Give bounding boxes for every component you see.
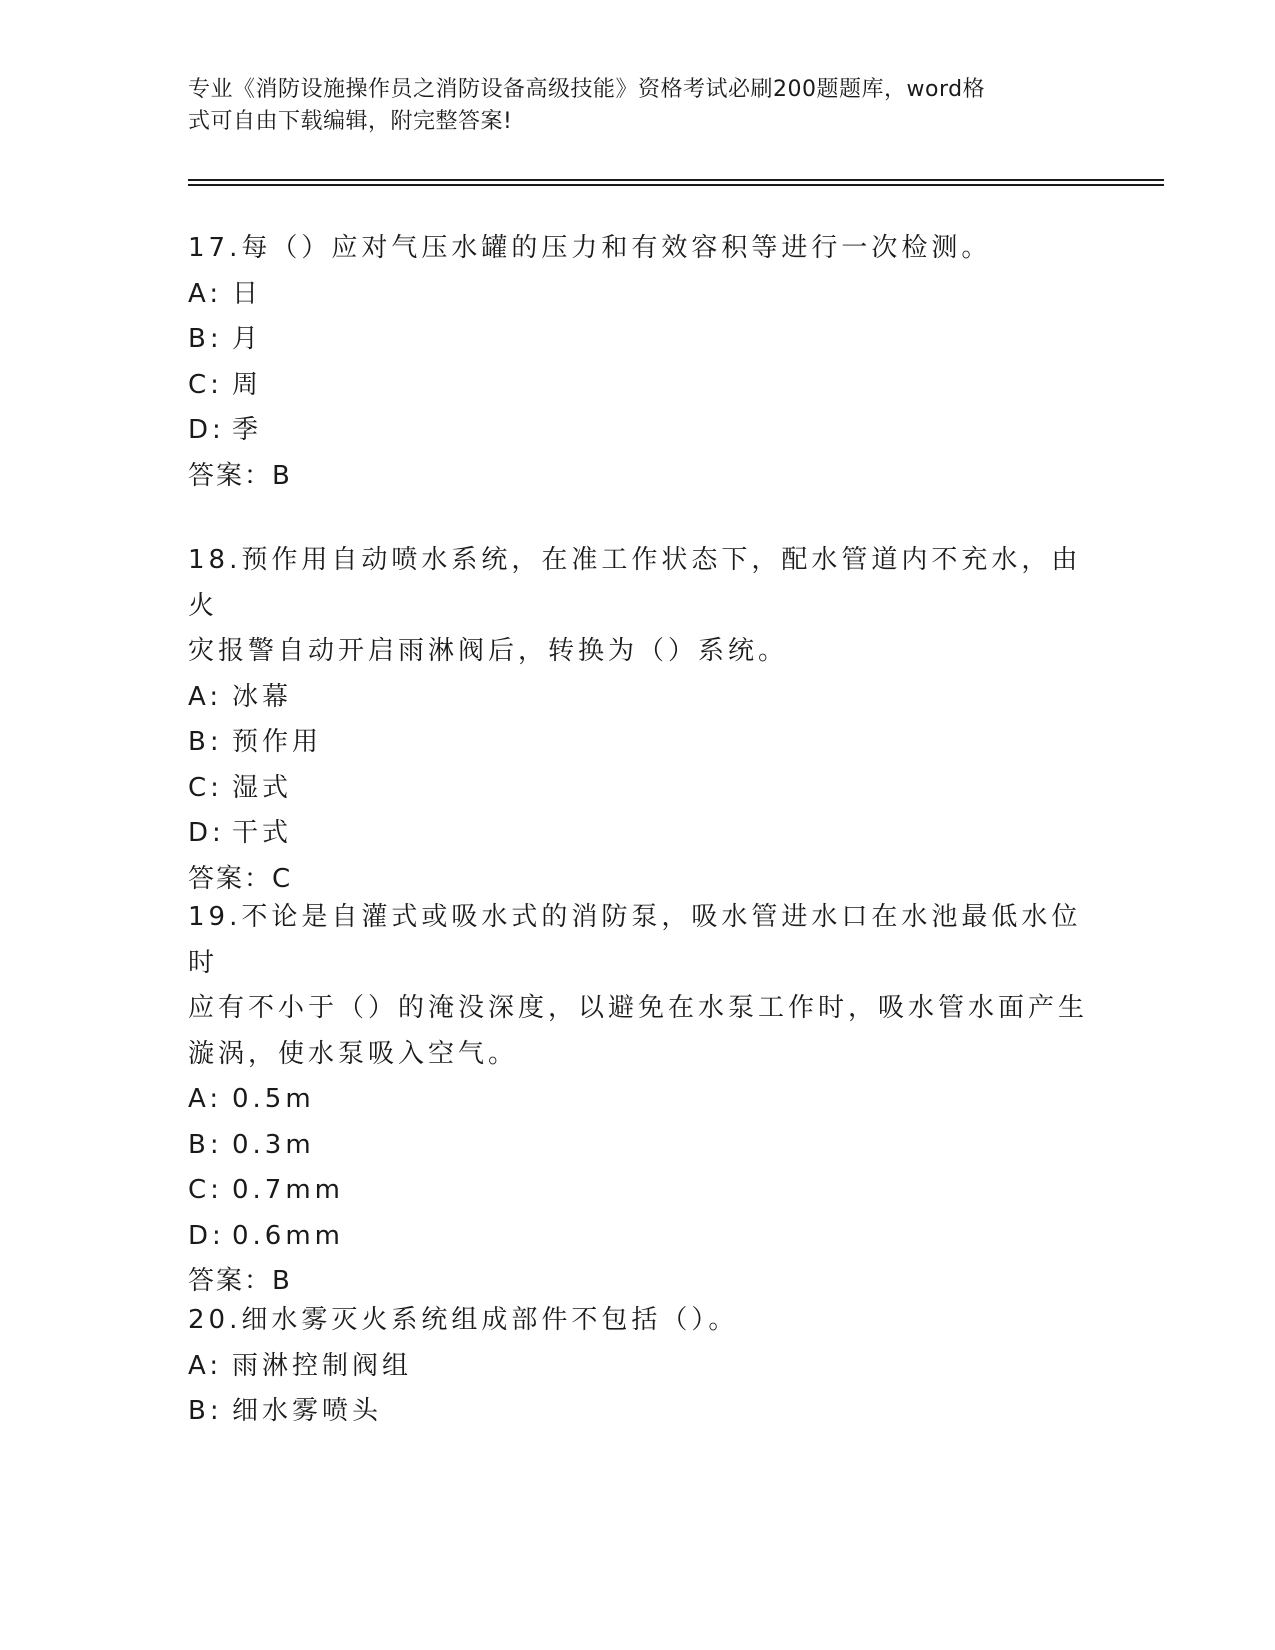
question-18 xyxy=(188,538,1088,902)
question-text-line: 应有不小于（）的淹没深度，以避免在水泵工作时，吸水管水面产生 xyxy=(188,993,1089,1023)
question-19 xyxy=(188,895,1088,1305)
option-d xyxy=(188,811,1088,857)
option-text: 日 xyxy=(232,278,263,309)
option-d xyxy=(188,1214,1088,1260)
question-text-line: 18.预作用自动喷水系统，在准工作状态下，配水管道内不充水，由火 xyxy=(188,545,1082,621)
option-key: C: xyxy=(188,772,223,803)
option-text: 细水雾喷头 xyxy=(232,1396,383,1426)
header-divider-bottom xyxy=(188,184,1164,186)
option-b xyxy=(188,317,1088,363)
option-text: 月 xyxy=(232,324,263,354)
option-text: 雨淋控制阀组 xyxy=(232,1350,413,1381)
answer-label: 答案： xyxy=(188,863,273,894)
option-b xyxy=(188,720,1088,766)
option-key: C: xyxy=(188,1175,223,1205)
option-key: B: xyxy=(188,1396,223,1426)
option-text: 周 xyxy=(232,369,263,400)
option-key: A: xyxy=(188,1084,223,1114)
answer-value: B xyxy=(272,460,292,491)
option-key: A: xyxy=(188,681,223,712)
option-a xyxy=(188,1077,1088,1123)
option-key: B: xyxy=(188,324,223,354)
option-key: D: xyxy=(188,1220,225,1251)
option-a xyxy=(188,675,1088,721)
option-key: D: xyxy=(188,415,225,445)
option-text: 0.5m xyxy=(232,1084,315,1114)
option-b xyxy=(188,1123,1088,1169)
header-line-2: 式可自由下载编辑，附完整答案! xyxy=(188,109,513,134)
question-17 xyxy=(188,226,1088,499)
option-key: B: xyxy=(188,727,223,757)
option-text: 0.7mm xyxy=(232,1175,345,1205)
option-key: C: xyxy=(188,369,223,400)
option-key: B: xyxy=(188,1129,223,1160)
question-text-line: 19.不论是自灌式或吸水式的消防泵，吸水管进水口在水池最低水位时 xyxy=(188,902,1082,978)
question-text-line: 灾报警自动开启雨淋阀后，转换为（）系统。 xyxy=(188,636,789,666)
option-text: 0.6mm xyxy=(232,1220,345,1251)
answer-label: 答案： xyxy=(188,460,273,491)
option-c xyxy=(188,766,1088,812)
answer-line xyxy=(188,454,1088,500)
option-key: D: xyxy=(188,818,225,848)
option-text: 湿式 xyxy=(232,772,293,803)
option-d xyxy=(188,408,1088,454)
header-line-1: 专业《消防设施操作员之消防设备高级技能》资格考试必刷200题题库，word格 xyxy=(188,77,986,102)
question-text-line: 20.细水雾灭火系统组成部件不包括（）。 xyxy=(188,1305,739,1335)
option-c xyxy=(188,363,1088,409)
option-b xyxy=(188,1389,1088,1435)
question-20 xyxy=(188,1298,1088,1435)
question-text-line: 漩涡，使水泵吸入空气。 xyxy=(188,1038,519,1069)
question-text-line: 17.每（）应对气压水罐的压力和有效容积等进行一次检测。 xyxy=(188,233,992,263)
document-header xyxy=(188,74,1088,138)
answer-value: B xyxy=(272,1266,292,1296)
option-key: A: xyxy=(188,278,223,309)
option-text: 干式 xyxy=(232,818,293,848)
option-text: 冰幕 xyxy=(232,681,293,712)
header-divider-top xyxy=(188,179,1164,181)
option-a xyxy=(188,272,1088,318)
answer-label: 答案： xyxy=(188,1266,273,1296)
option-a xyxy=(188,1344,1088,1390)
answer-value: C xyxy=(272,863,293,894)
option-text: 0.3m xyxy=(232,1129,315,1160)
option-key: A: xyxy=(188,1350,223,1381)
option-text: 预作用 xyxy=(232,727,323,757)
option-c xyxy=(188,1168,1088,1214)
option-text: 季 xyxy=(232,415,263,445)
